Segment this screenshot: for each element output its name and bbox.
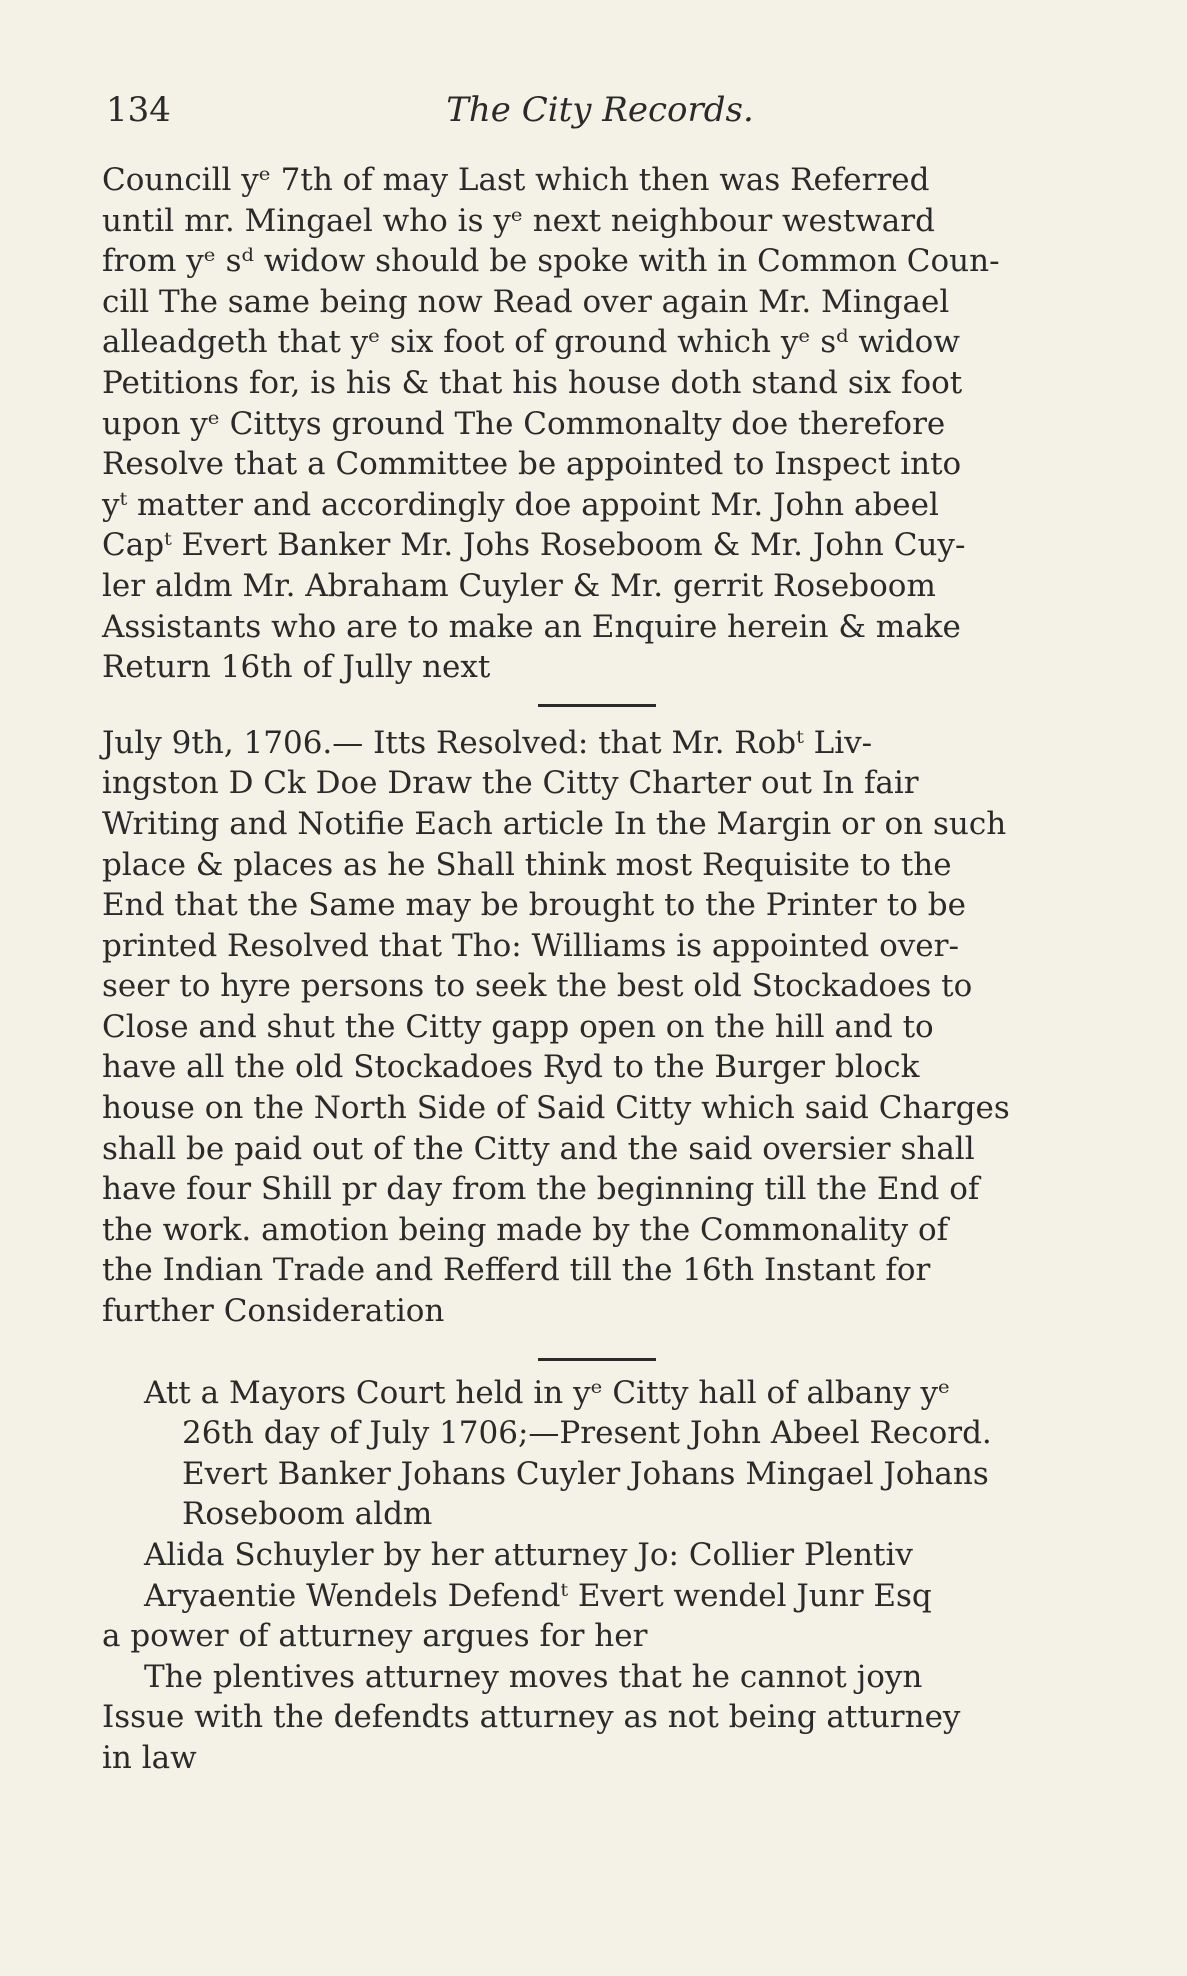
text-line: Assistants who are to make an Enquire herein & make [102, 608, 961, 645]
text-line: Alida Schuyler by her atturney Jo: Collier Plentiv [144, 1537, 913, 1573]
text-line: from yᵉ sᵈ widow should be spoke with in Common Coun- [102, 243, 1000, 280]
text-line: Councill yᵉ 7th of may Last which then was Referred [102, 162, 930, 198]
text-line: Return 16th of Jully next [102, 649, 491, 686]
text-line: The plentives atturney moves that he cannot joyn [144, 1658, 923, 1695]
section-divider [538, 1358, 656, 1361]
text-line: shall be paid out of the Citty and the said oversier shall [102, 1130, 975, 1167]
text-line: place & places as he Shall think most Requisite to the [102, 846, 952, 883]
text-line: yᵗ matter and accordingly doe appoint Mr. John abeel [102, 486, 939, 523]
text-line: 26th day of July 1706;—Present John Abeel Record. [182, 1415, 992, 1452]
text-line: Evert Banker Johans Cuyler Johans Mingael Johans [182, 1455, 989, 1492]
section-divider [538, 704, 656, 707]
text-line: the Indian Trade and Refferd till the 16th Instant for [102, 1252, 931, 1289]
text-line: Aryaentie Wendels Defendᵗ Evert wendel Junr Esq [144, 1577, 932, 1614]
text-line: have four Shill pr day from the beginning till the End of [102, 1171, 980, 1208]
text-line: Petitions for, is his & that his house doth stand six foot [102, 364, 963, 401]
text-line: End that the Same may be brought to the Printer to be [102, 887, 966, 924]
text-line: July 9th, 1706.— Itts Resolved: that Mr. Robᵗ Liv- [102, 724, 873, 761]
paragraph-council-minutes [102, 160, 1092, 688]
paragraph-july-9-resolution [102, 723, 1092, 1332]
page-number: 134 [106, 90, 171, 130]
text-line: have all the old Stockadoes Ryd to the Burger block [102, 1049, 920, 1086]
text-line: Capᵗ Evert Banker Mr. Johs Roseboom & Mr. John Cuy- [102, 527, 966, 564]
text-line: Issue with the defendts atturney as not being atturney [102, 1699, 961, 1736]
text-line: printed Resolved that Tho: Williams is appointed over- [102, 927, 959, 964]
text-line: ler aldm Mr. Abraham Cuyler & Mr. gerrit Roseboom [102, 567, 936, 604]
paragraph-defendant [102, 1576, 1092, 1657]
text-line: further Consideration [102, 1293, 445, 1330]
text-line: until mr. Mingael who is yᵉ next neighbour westward [102, 202, 935, 239]
text-line: in law [102, 1739, 197, 1776]
text-line: Close and shut the Citty gapp open on the hill and to [102, 1008, 934, 1045]
text-line: Roseboom aldm [182, 1496, 433, 1533]
text-line: upon yᵉ Cittys ground The Commonalty doe therefore [102, 405, 946, 442]
text-line: ingston D Ck Doe Draw the Citty Charter out In fair [102, 765, 919, 802]
paragraph-plaintiff [102, 1535, 1092, 1576]
text-line: house on the North Side of Said Citty which said Charges [102, 1090, 1010, 1127]
text-line: cill The same being now Read over again Mr. Mingael [102, 283, 950, 320]
body-text [102, 160, 1092, 1779]
text-line: alleadgeth that yᵉ six foot of ground which yᵉ sᵈ widow [102, 324, 960, 361]
text-line: Resolve that a Committee be appointed to Inspect into [102, 446, 962, 483]
running-title: The City Records. [446, 90, 754, 130]
text-line: the work. amotion being made by the Commonality of [102, 1211, 949, 1248]
text-line: a power of atturney argues for her [102, 1618, 648, 1655]
text-line: Writing and Notifie Each article In the Margin or on such [102, 805, 1007, 842]
paragraph-mayors-court [102, 1373, 1092, 1535]
paragraph-motion [102, 1657, 1092, 1779]
page-header [106, 90, 1094, 140]
text-line: Att a Mayors Court held in yᵉ Citty hall of albany yᵉ [144, 1374, 951, 1411]
text-line: seer to hyre persons to seek the best old Stockadoes to [102, 968, 973, 1005]
